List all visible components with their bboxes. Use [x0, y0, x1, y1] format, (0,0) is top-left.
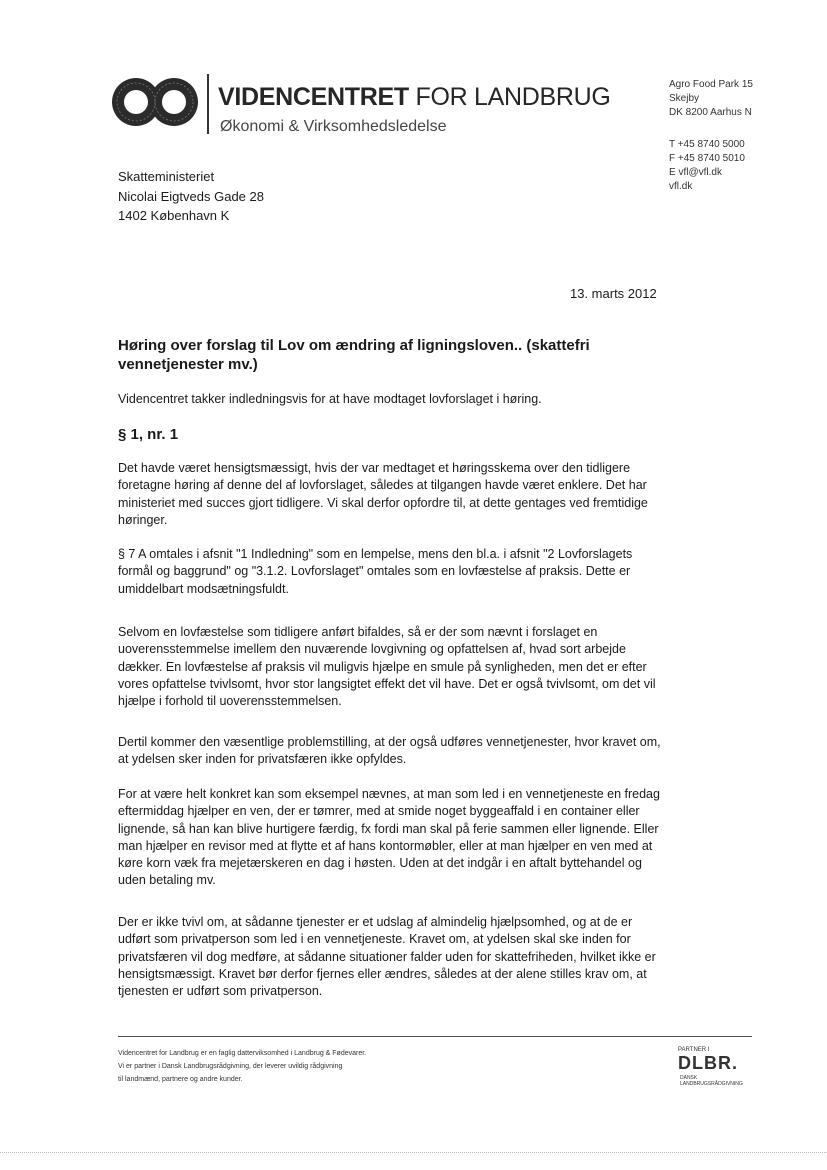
- contact-phone: T +45 8740 5000: [669, 139, 745, 150]
- body-paragraph: For at være helt konkret kan som eksempel nævnes, at man som led i en vennetjeneste en fredag eftermiddag hjælper en ven, der er tømrer, med at smide noget byggeaffald i en container eller lignende, så han kan blive hurtigere færdig, fx fordi man skal på ferie sammen eller lignende. Eller man hjælper en revisor med at flytte et af hans kontormøbler, eller at man hjælper en ven med at køre korn væk fra mejetærskeren en dag i høsten. Uden at det indgår i en aftalt byttehandel og uden betaling mv.: [118, 787, 660, 888]
- recipient-line-2: Nicolai Eigtveds Gade 28: [118, 189, 264, 204]
- footer-line-3: til landmænd, partnere og andre kunder.: [118, 1076, 243, 1083]
- letter-title: Høring over forslag til Lov om ændring af ligningsloven.. (skattefri vennetjenester mv.): [118, 337, 590, 373]
- footer-line-1: Videncentret for Landbrug er en faglig datterviksomhed i Landbrug & Fødevarer.: [118, 1050, 367, 1057]
- body-paragraph: Det havde været hensigtsmæssigt, hvis der var medtaget et høringsskema over den tidligere foretagne høring af denne del af lovforslaget, således at tilgangen havde været enklere. Det har ministeriet med succes gjort tidligere. Vi skal derfor opfordre til, at dette gentages ved fremtidige høringer.: [118, 461, 648, 527]
- address-line-2: Skejby: [669, 93, 700, 104]
- contact-website: vfl.dk: [669, 181, 693, 192]
- footer-line-2: Vi er partner i Dansk Landbrugsrådgivning, der leverer uvildig rådgivning: [118, 1063, 343, 1070]
- landbrug-logo-icon: [110, 76, 200, 128]
- brand-subtitle: Økonomi & Virksomhedsledelse: [220, 118, 447, 135]
- intro-text: Videncentret takker indledningsvis for at have modtaget lovforslaget i høring.: [118, 392, 542, 406]
- dlbr-subtitle: DANSK LANDBRUGSRÅDGIVNING: [680, 1075, 743, 1087]
- footer-divider: [118, 1036, 752, 1037]
- recipient-line-3: 1402 København K: [118, 208, 230, 223]
- body-paragraph: Selvom en lovfæstelse som tidligere anført bifaldes, så er der som nævnt i forslaget en uoverensstemmelse imellem den nuværende lovgivning og opfattelsen af, hvad sort arbejde dækker. En lovfæstelse af praksis vil muligvis hjælpe en smule på synligheden, men det er efter vores opfattelse tvivlsomt, hvor stor langsigtet effekt det vil have. Det er også tvivlsomt, om det vil hjælpe i forhold til uoverensstemmelsen.: [118, 625, 656, 709]
- recipient-line-1: Skatteministeriet: [118, 169, 215, 184]
- body-paragraph: Dertil kommer den væsentlige problemstilling, at der også udføres vennetjenester, hvor kravet om, at ydelsen sker inden for privatsfæren ikke opfyldes.: [118, 735, 661, 767]
- body-paragraph: Der er ikke tvivl om, at sådanne tjenester er et udslag af almindelig hjælpsomhed, og at de er udført som privatperson som led i en vennetjeneste. Kravet om, at ydelsen skal ske inden for privatsfæren vil dog medføre, at sådanne situationer falder uden for skattefriheden, hvilket ikke er hensigtsmæssigt. Kravet bør derfor fjernes eller ændres, således at der alene stilles krav om, at tjenesten er udført som privatperson.: [118, 915, 656, 999]
- address-line-3: DK 8200 Aarhus N: [669, 107, 752, 118]
- address-line-1: Agro Food Park 15: [669, 79, 753, 90]
- section-heading: § 1, nr. 1: [118, 426, 179, 443]
- dlbr-logo: DLBR.: [678, 1053, 738, 1073]
- body-paragraph: § 7 A omtales i afsnit "1 Indledning" som en lempelse, mens den bl.a. i afsnit "2 Lovforslagets formål og baggrund" og "3.1.2. Lovforslaget" omtales som en lovfæstelse af praksis. Dette er umiddelbart modsætningsfuldt.: [118, 547, 633, 596]
- page-edge-dots: [0, 1152, 827, 1154]
- brand-name: VIDENCENTRET FOR LANDBRUG: [218, 83, 611, 111]
- partner-label: PARTNER I: [678, 1047, 710, 1053]
- logo-divider: [207, 74, 209, 134]
- letter-date: 13. marts 2012: [570, 286, 657, 301]
- contact-fax: F +45 8740 5010: [669, 153, 745, 164]
- contact-email: E vfl@vfl.dk: [669, 167, 722, 178]
